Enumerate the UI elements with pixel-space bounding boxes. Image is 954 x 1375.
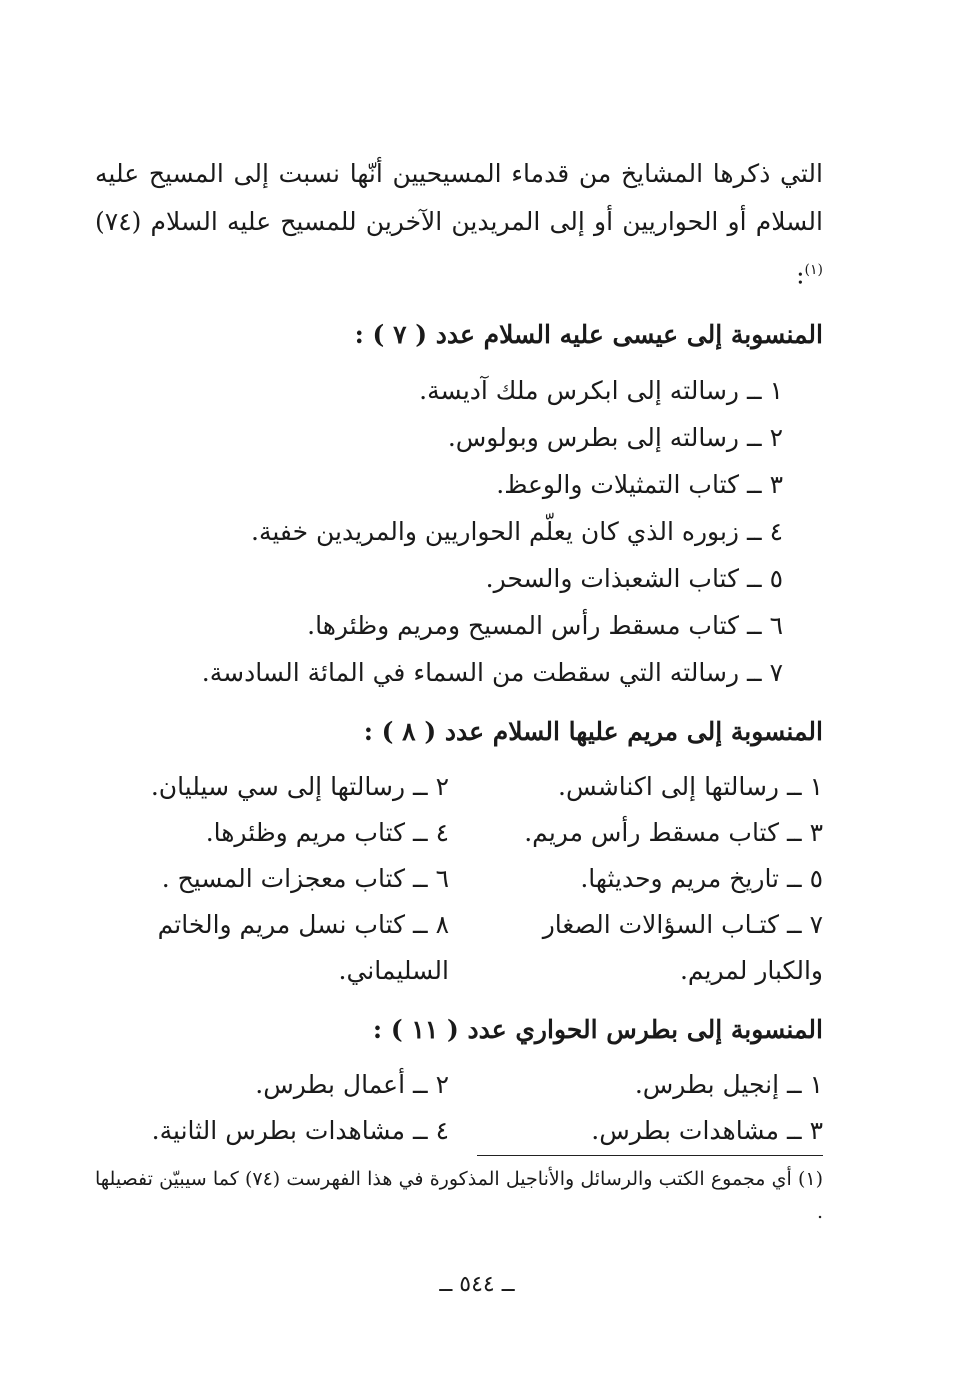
footnote-divider xyxy=(477,1155,823,1156)
list-item: ٢ ــ رسالتها إلى سي سيليان. xyxy=(150,772,449,802)
list-item: ١ ــ إنجيل بطرس. xyxy=(634,1070,823,1100)
list-item: ٢ ــ أعمال بطرس. xyxy=(255,1070,449,1100)
page-number: ــ ٥٤٤ ــ xyxy=(439,1272,515,1297)
list-item: ٦ ــ كتاب معجزات المسيح . xyxy=(161,864,449,894)
list-item: ١ ــ رسالته إلى ابكرس ملك آديسة. xyxy=(419,376,783,406)
section-heading-jesus: المنسوبة إلى عيسى عليه السلام عدد ( ٧ ) : xyxy=(354,320,823,350)
list-item: ٥ ــ كتاب الشعبذات والسحر. xyxy=(485,564,783,594)
list-item: ٣ ــ مشاهدات بطرس. xyxy=(591,1116,823,1146)
section-heading-mary: المنسوبة إلى مريم عليها السلام عدد ( ٨ ) : xyxy=(363,717,823,747)
intro-text: التي ذكرها المشايخ من قدماء المسيحيين أنّها نسبت إلى المسيح عليه السلام أو الحواريين أو إلى المريدين الآخرين للمسيح عليه السلام (٧٤) xyxy=(95,159,823,236)
intro-colon: : xyxy=(796,260,805,290)
section-heading-peter: المنسوبة إلى بطرس الحواري عدد ( ١١ ) : xyxy=(372,1015,823,1045)
list-item: ٧ ــ كتـاب السؤالات الصغار والكبار لمريم. xyxy=(542,910,823,986)
list-item: ١ ــ رسالتها إلى اكناشس. xyxy=(558,772,823,802)
list-item: ٣ ــ كتاب مسقط رأس مريم. xyxy=(524,818,823,848)
list-item: ٤ ــ مشاهدات بطرس الثانية. xyxy=(151,1116,449,1146)
list-item: ٤ ــ كتاب مريم وظئرها. xyxy=(205,818,449,848)
footnote: (١) أي مجموع الكتب والرسائل والأناجيل المذكورة في هذا الفهرست (٧٤) كما سيبيّن تفصيلها . xyxy=(95,1168,823,1223)
footnote-marker: (١) xyxy=(804,262,823,278)
list-item: ٦ ــ كتاب مسقط رأس المسيح ومريم وظئرها. xyxy=(307,611,783,641)
list-item: ٨ ــ كتاب نسل مريم والخاتم السليماني. xyxy=(157,910,449,986)
list-peter xyxy=(95,1062,823,1154)
list-mary xyxy=(95,764,823,994)
list-item: ٥ ــ تاريخ مريم وحديثها. xyxy=(580,864,823,894)
list-item: ٤ ــ زبوره الذي كان يعلّم الحواريين والمريدين خفية. xyxy=(251,517,783,547)
list-jesus xyxy=(95,367,823,696)
page-body xyxy=(95,150,823,1160)
list-item: ٢ ــ رسالته إلى بطرس وبولوس. xyxy=(447,423,783,453)
list-item: ٣ ــ كتاب التمثيلات والوعظ. xyxy=(496,470,783,500)
intro-paragraph xyxy=(95,150,823,299)
list-item: ٧ ــ رسالته التي سقطت من السماء في المائة السادسة. xyxy=(201,658,783,688)
